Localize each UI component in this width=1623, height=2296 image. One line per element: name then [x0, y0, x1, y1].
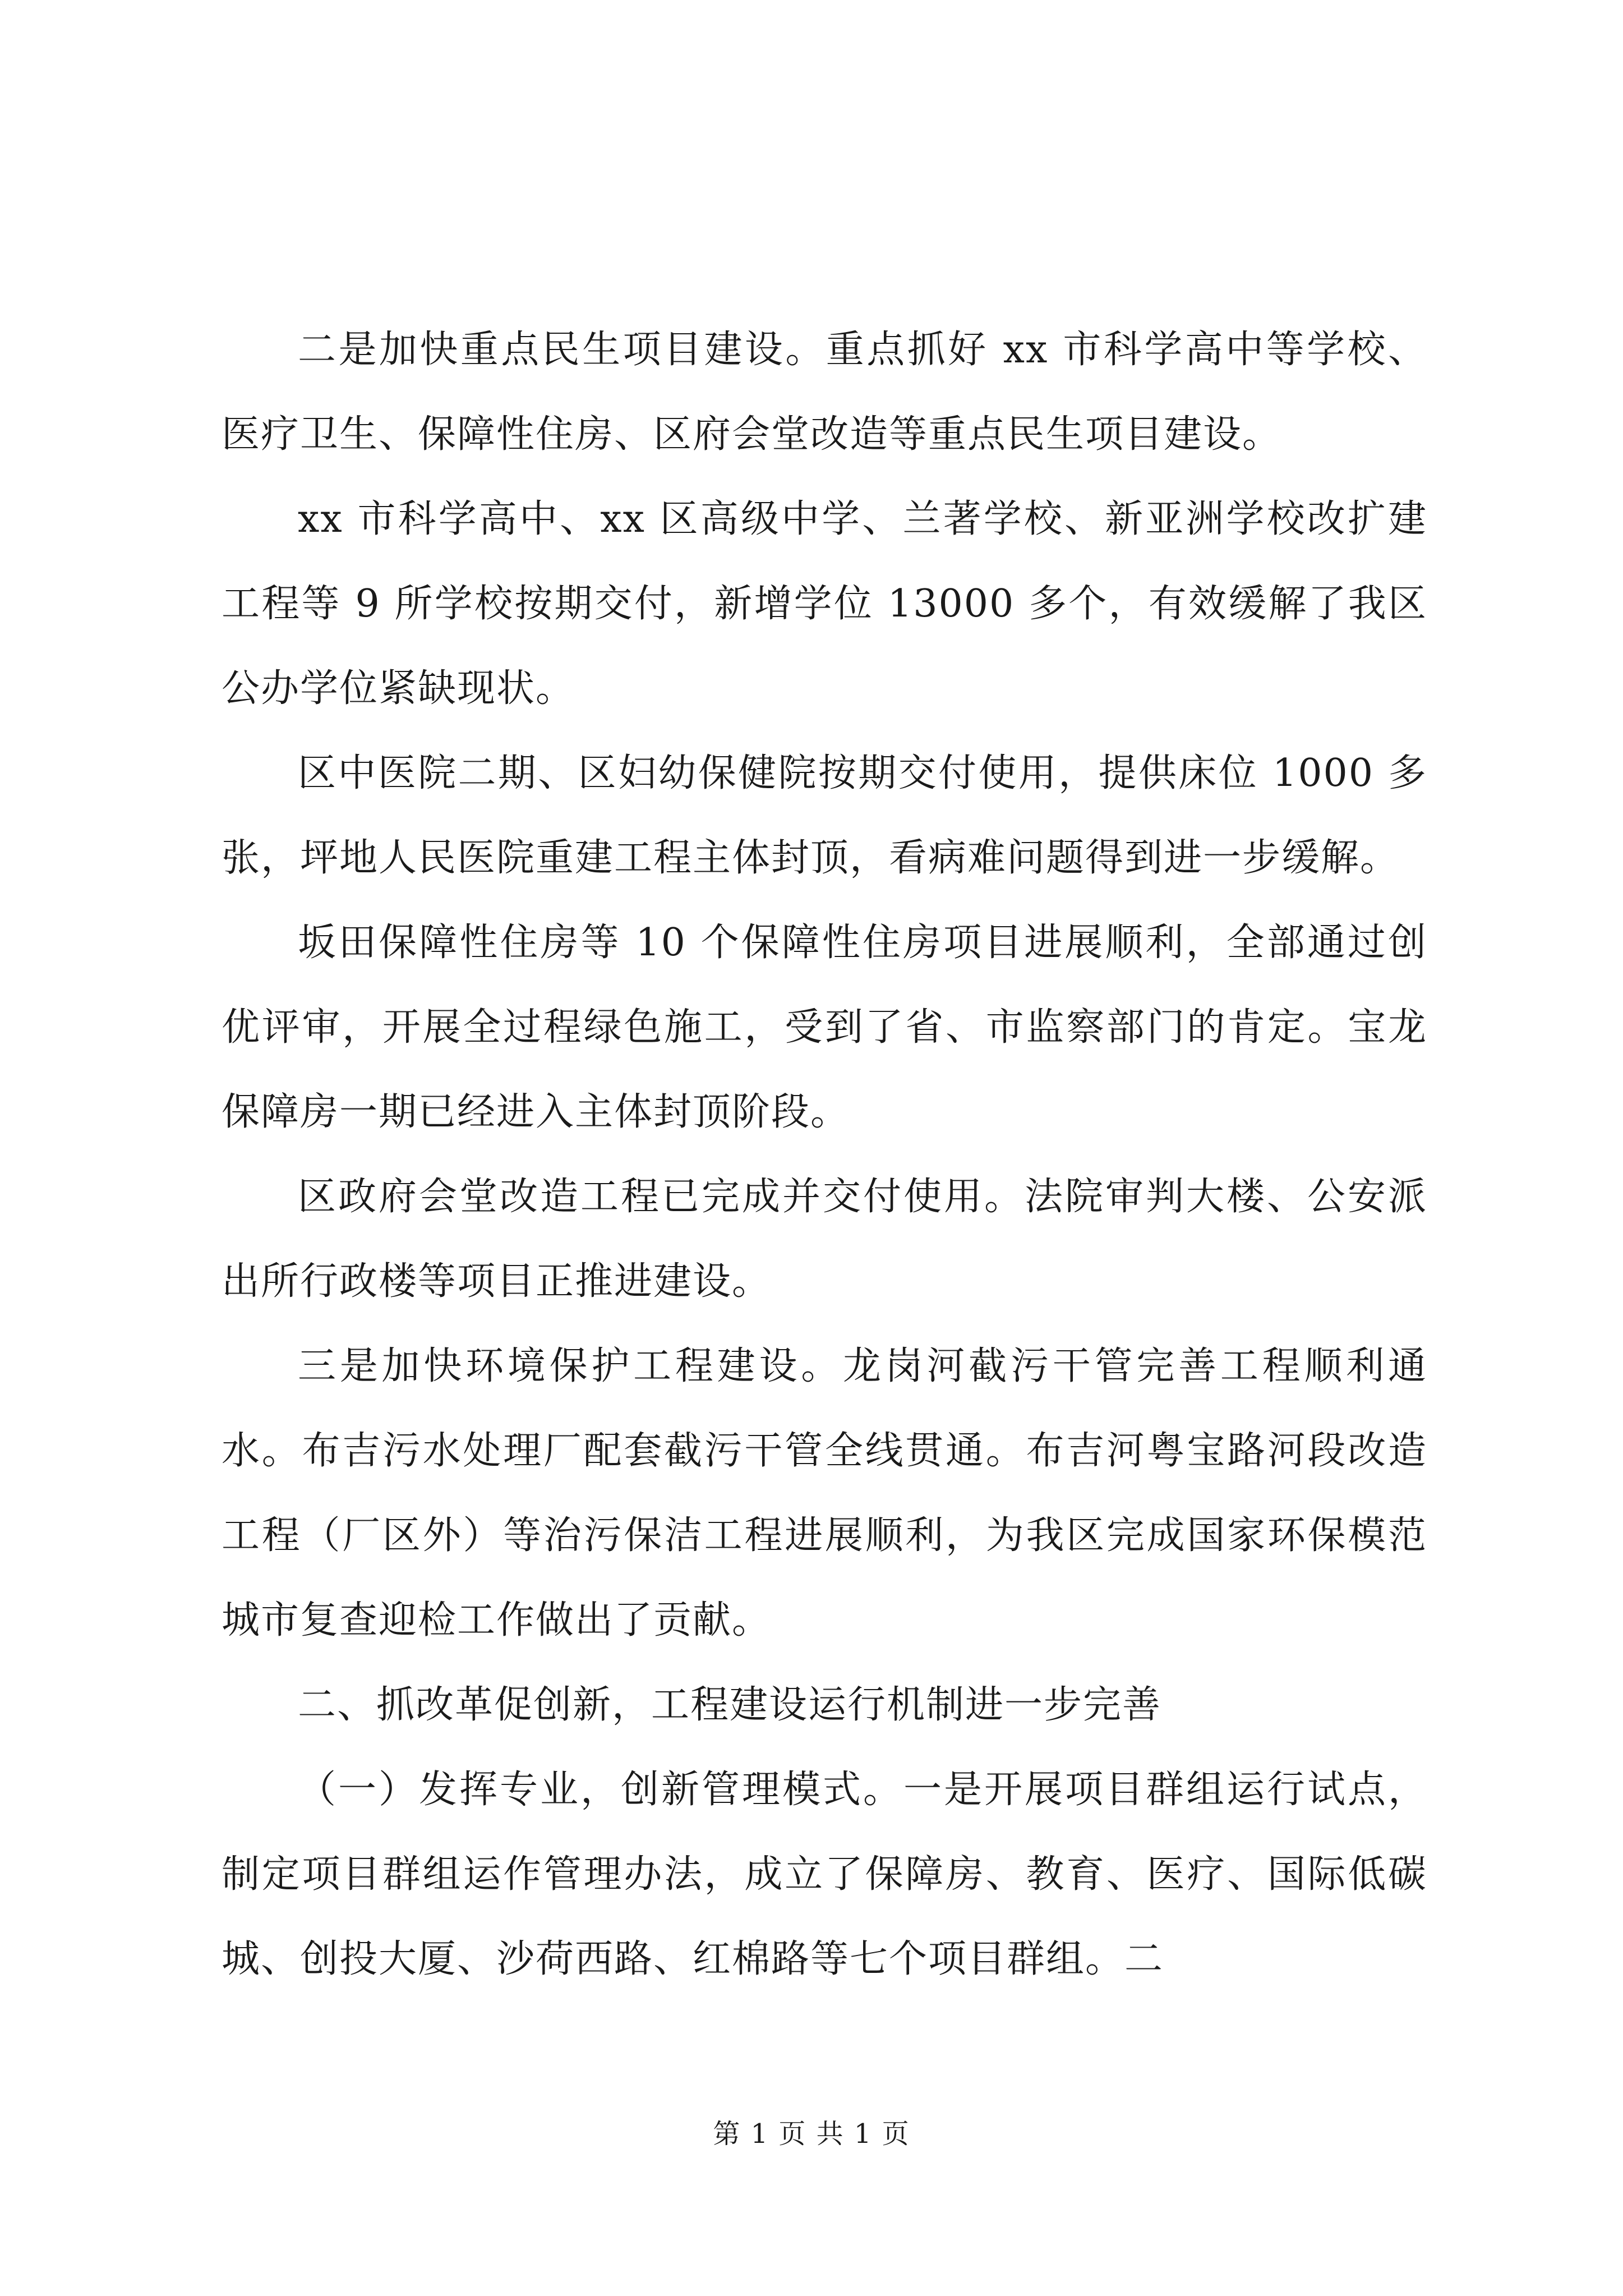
paragraph-2: xx 市科学高中、xx 区高级中学、兰著学校、新亚洲学校改扩建工程等 9 所学校按期交付，新增学位 13000 多个，有效缓解了我区公办学位紧缺现状。: [222, 497, 1427, 711]
paragraph-1: 二是加快重点民生项目建设。重点抓好 xx 市科学高中等学校、医疗卫生、保障性住房、区府会堂改造等重点民生项目建设。: [222, 328, 1427, 457]
page-footer: 第 1 页 共 1 页: [713, 2118, 910, 2150]
section-heading: 二、抓改革促创新，工程建设运行机制进一步完善: [298, 1683, 1162, 1727]
document-body: [222, 307, 1427, 2001]
paragraph-4: 坂田保障性住房等 10 个保障性住房项目进展顺利，全部通过创优评审，开展全过程绿色施工，受到了省、市监察部门的肯定。宝龙保障房一期已经进入主体封顶阶段。: [222, 921, 1427, 1134]
paragraph-5: 区政府会堂改造工程已完成并交付使用。法院审判大楼、公安派出所行政楼等项目正推进建设。: [222, 1175, 1427, 1304]
paragraph-6: 三是加快环境保护工程建设。龙岗河截污干管完善工程顺利通水。布吉污水处理厂配套截污干管全线贯通。布吉河粤宝路河段改造工程（厂区外）等治污保洁工程进展顺利，为我区完成国家环保模范城市复查迎检工作做出了贡献。: [222, 1344, 1427, 1642]
paragraph-7: （一）发挥专业，创新管理模式。一是开展项目群组运行试点，制定项目群组运作管理办法，成立了保障房、教育、医疗、国际低碳城、创投大厦、沙荷西路、红棉路等七个项目群组。二: [222, 1768, 1427, 1981]
paragraph-3: 区中医院二期、区妇幼保健院按期交付使用，提供床位 1000 多张，坪地人民医院重建工程主体封顶，看病难问题得到进一步缓解。: [222, 751, 1427, 880]
